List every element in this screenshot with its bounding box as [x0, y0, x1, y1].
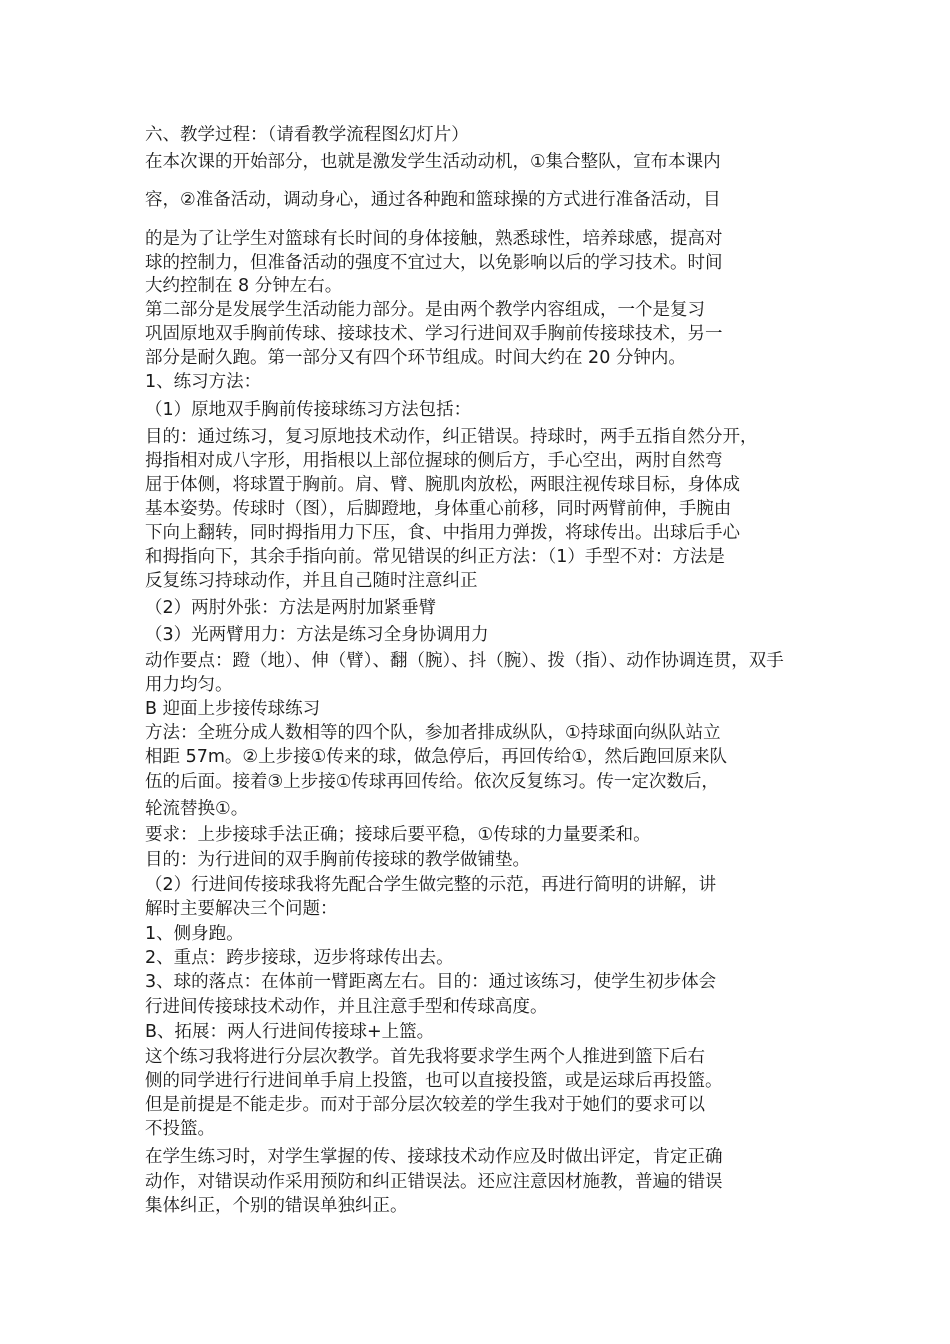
subheading-line: B 迎面上步接传球练习: [145, 699, 321, 719]
paragraph-line: 轮流替换①。: [145, 799, 249, 819]
paragraph-line: 球的控制力，但准备活动的强度不宜过大，以免影响以后的学习技术。时间: [145, 253, 723, 273]
paragraph-line: 要求：上步接球手法正确；接球后要平稳，①传球的力量要柔和。: [145, 825, 651, 845]
paragraph-line: 第二部分是发展学生活动能力部分。是由两个教学内容组成，一个是复习: [145, 300, 705, 320]
paragraph-line: 动作，对错误动作采用预防和纠正错误法。还应注意因材施教，普遍的错误: [145, 1172, 723, 1192]
paragraph-line: 动作要点：蹬（地）、伸（臂）、翻（腕）、抖（腕）、拨（指）、动作协调连贯，双手: [145, 651, 784, 671]
paragraph-line: 拇指相对成八字形，用指根以上部位握球的侧后方，手心空出，两肘自然弯: [145, 451, 723, 471]
paragraph-line: 行进间传接球技术动作，并且注意手型和传球高度。: [145, 997, 548, 1017]
paragraph-line: 目的：为行进间的双手胸前传接球的教学做铺垫。: [145, 850, 530, 870]
paragraph-line: （3）光两臂用力：方法是练习全身协调用力: [145, 625, 489, 645]
paragraph-line: 基本姿势。传球时（图），后脚蹬地，身体重心前移，同时两臂前伸，手腕由: [145, 499, 732, 519]
paragraph-line: 方法：全班分成人数相等的四个队，参加者排成纵队，①持球面向纵队站立: [145, 723, 721, 743]
paragraph-line: 伍的后面。接着③上步接①传球再回传给。依次反复练习。传一定次数后，: [145, 772, 719, 792]
paragraph-line: 巩固原地双手胸前传球、接球技术、学习行进间双手胸前传接球技术，另一: [145, 324, 723, 344]
paragraph-line: 不投篮。: [145, 1119, 215, 1139]
paragraph-line: 屈于体侧，将球置于胸前。肩、臂、腕肌肉放松，两眼注视传球目标，身体成: [145, 475, 740, 495]
section-heading: 六、教学过程：（请看教学流程图幻灯片）: [145, 125, 469, 145]
paragraph-line: 在学生练习时，对学生掌握的传、接球技术动作应及时做出评定，肯定正确: [145, 1147, 723, 1167]
paragraph-line: 部分是耐久跑。第一部分又有四个环节组成。时间大约在 20 分钟内。: [145, 348, 686, 368]
paragraph-line: 用力均匀。: [145, 675, 233, 695]
subheading-line: （1）原地双手胸前传接球练习方法包括：: [145, 400, 472, 420]
paragraph-line: 的是为了让学生对篮球有长时间的身体接触，熟悉球性，培养球感，提高对: [145, 229, 723, 249]
paragraph-line: 侧的同学进行行进间单手肩上投篮，也可以直接投篮，或是运球后再投篮。: [145, 1071, 723, 1091]
paragraph-line: 容，②准备活动，调动身心，通过各种跑和篮球操的方式进行准备活动，目: [145, 190, 721, 210]
paragraph-line: （2）两肘外张：方法是两肘加紧垂臂: [145, 598, 437, 618]
paragraph-line: 目的：通过练习，复习原地技术动作，纠正错误。持球时，两手五指自然分开，: [145, 427, 758, 447]
paragraph-line: 这个练习我将进行分层次教学。首先我将要求学生两个人推进到篮下后右: [145, 1047, 705, 1067]
list-item: 1、侧身跑。: [145, 924, 244, 944]
paragraph-line: 在本次课的开始部分，也就是激发学生活动动机，①集合整队，宣布本课内: [145, 152, 721, 172]
paragraph-line: 下向上翻转，同时拇指用力下压，食、中指用力弹拨，将球传出。出球后手心: [145, 523, 740, 543]
paragraph-line: 相距 57m。②上步接①传来的球，做急停后，再回传给①，然后跑回原来队: [145, 747, 727, 767]
paragraph-line: 和拇指向下，其余手指向前。常见错误的纠正方法：（1）手型不对：方法是: [145, 547, 725, 567]
paragraph-line: 但是前提是不能走步。而对于部分层次较差的学生我对于她们的要求可以: [145, 1095, 705, 1115]
paragraph-line: 大约控制在 8 分钟左右。: [145, 276, 343, 296]
subheading-line: B、拓展：两人行进间传接球+上篮。: [145, 1022, 435, 1042]
subheading-line: 1、练习方法：: [145, 372, 262, 392]
paragraph-line: （2）行进间传接球我将先配合学生做完整的示范，再进行简明的讲解，讲: [145, 875, 717, 895]
paragraph-line: 集体纠正，个别的错误单独纠正。: [145, 1196, 408, 1216]
paragraph-line: 解时主要解决三个问题：: [145, 899, 338, 919]
list-item: 3、球的落点：在体前一臂距离左右。目的：通过该练习，使学生初步体会: [145, 972, 717, 992]
list-item: 2、重点：跨步接球，迈步将球传出去。: [145, 948, 454, 968]
paragraph-line: 反复练习持球动作，并且自己随时注意纠正: [145, 571, 478, 591]
